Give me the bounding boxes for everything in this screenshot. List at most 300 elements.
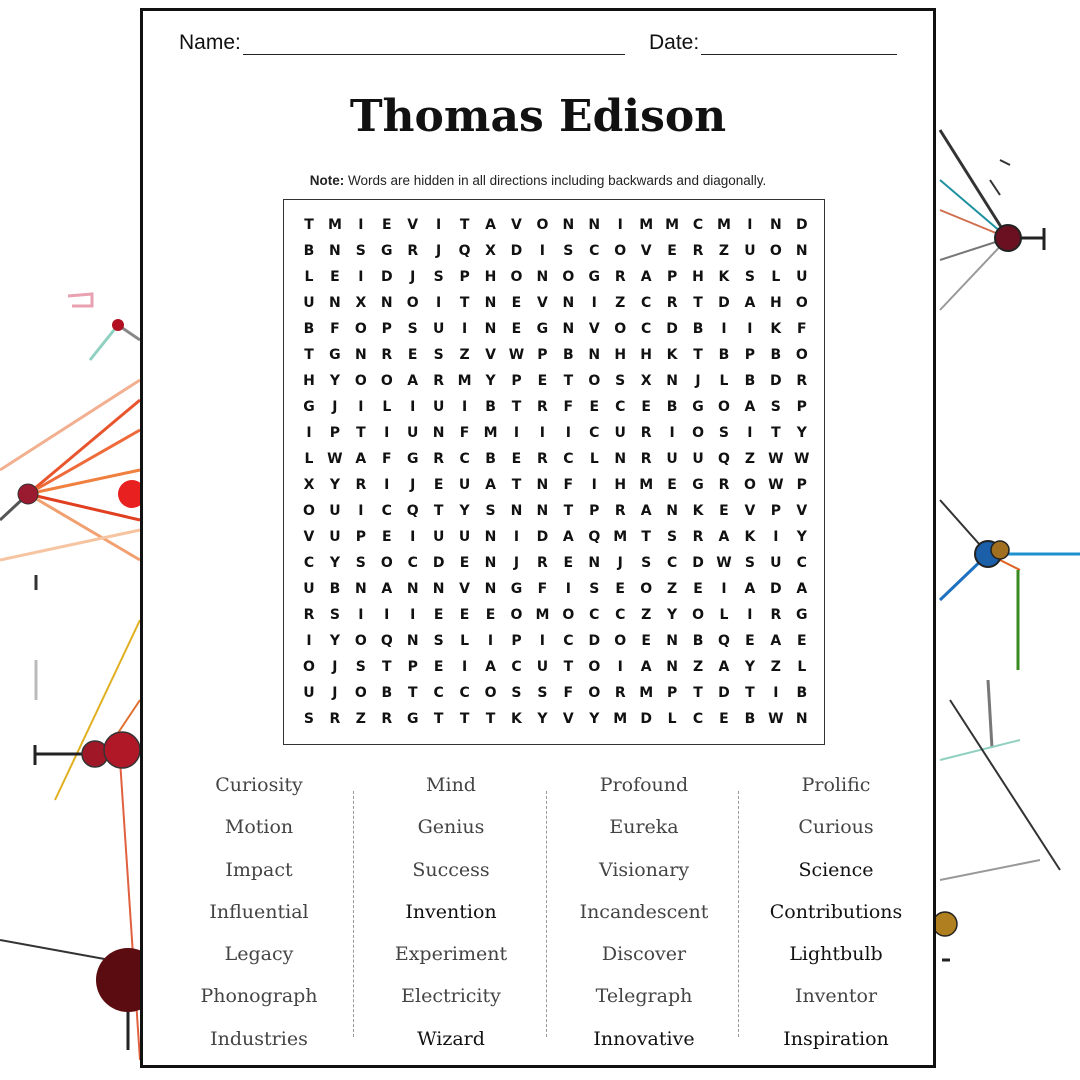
grid-letter: O [614,633,627,649]
grid-letter: D [666,321,678,337]
grid-letter: Y [329,555,340,571]
grid-letter: S [511,685,522,701]
grid-letter: O [769,243,782,259]
word-item: Impact [225,858,293,881]
name-field[interactable] [179,31,625,55]
grid-letter: A [381,581,393,597]
grid-letter: U [458,477,471,493]
grid-letter: V [459,581,471,597]
grid-letter: I [436,217,442,233]
grid-letter: I [461,321,468,337]
grid-letter: G [692,477,704,493]
grid-letter: T [693,347,703,363]
grid-letter: E [745,633,755,649]
word-item: Discover [601,943,687,966]
grid-letter: G [406,711,419,727]
grid-letter: T [771,425,781,441]
word-item: Incandescent [579,900,709,923]
grid-letter: I [591,477,597,493]
grid-letter: T [304,347,314,363]
grid-letter: P [537,347,548,363]
grid-letter: E [719,503,729,519]
date-field[interactable] [649,31,897,55]
grid-letter: C [459,685,470,701]
word-item: Profound [599,774,689,796]
grid-letter: E [433,607,444,623]
grid-letter: B [381,685,393,701]
grid-letter: V [303,529,315,545]
grid-letter: C [407,555,418,571]
word-item: Wizard [417,1027,485,1050]
grid-letter: X [485,243,496,259]
grid-letter: T [459,711,470,727]
grid-letter: L [304,269,314,285]
grid-letter: N [432,581,445,597]
grid-letter: R [614,269,626,285]
grid-letter: F [537,581,548,597]
word-item: Innovative [593,1027,695,1050]
grid-letter: G [303,399,315,415]
grid-letter: C [563,633,574,649]
grid-letter: E [511,451,522,467]
grid-letter: I [410,399,416,415]
grid-letter: W [794,451,810,467]
grid-letter: B [303,243,315,259]
grid-letter: C [589,607,600,623]
grid-letter: Z [692,659,704,675]
grid-letter: Z [718,243,730,259]
grid-letter: F [459,425,470,441]
grid-letter: E [641,399,651,415]
grid-letter: C [589,425,600,441]
grid-letter: R [381,711,393,727]
grid-letter: T [693,685,703,701]
page-title: Thomas Edison [349,91,727,142]
grid-letter: Z [641,607,652,623]
grid-letter: M [457,373,472,389]
grid-letter: T [433,711,444,727]
grid-letter: N [380,295,393,311]
grid-letter: E [641,633,651,649]
grid-letter: I [773,685,779,701]
grid-letter: I [306,633,312,649]
grid-letter: T [693,295,703,311]
name-line[interactable] [243,34,625,55]
grid-letter: M [535,607,550,623]
grid-letter: O [588,659,601,675]
grid-letter: T [304,217,314,233]
grid-letter: T [382,659,392,675]
grid-letter: G [510,581,523,597]
word-column [163,769,355,1065]
grid-letter: Y [744,659,755,675]
grid-letter: C [796,555,807,571]
grid-letter: S [355,659,366,675]
grid-letter: U [303,295,315,311]
grid-letter: R [433,373,445,389]
grid-letter: Y [329,477,340,493]
grid-letter: I [513,425,520,441]
grid-letter: Z [355,711,366,727]
grid-letter: P [355,529,366,545]
grid-letter: I [617,217,623,233]
grid-letter: O [795,347,808,363]
word-item: Contributions [769,900,903,923]
grid-letter: D [380,269,393,285]
grid-letter: J [513,555,520,571]
word-item: Inventor [794,985,878,1008]
grid-letter: R [355,477,367,493]
grid-letter: H [614,477,627,493]
word-item: Lightbulb [789,943,883,966]
grid-letter: N [536,503,549,519]
word-item: Motion [224,816,294,839]
grid-letter: Y [667,607,678,623]
grid-letter: T [356,425,366,441]
date-line[interactable] [701,34,897,55]
grid-letter: C [692,711,704,727]
word-item: Experiment [394,943,508,966]
grid-letter: Z [615,295,626,311]
grid-letter: E [693,581,703,597]
grid-letter: U [666,451,678,467]
grid-letter: Z [459,347,470,363]
grid-letter: S [563,243,574,259]
grid-letter: O [354,633,367,649]
grid-letter: R [407,243,419,259]
grid-letter: I [669,425,675,441]
note-text: Words are hidden in all directions including backwards and diagonally. [348,173,767,188]
grid-letter: T [563,373,574,389]
grid-letter: U [303,685,315,701]
grid-letter: U [770,555,782,571]
grid-letter: I [306,425,312,441]
grid-letter: I [358,399,364,415]
column-separator [546,791,547,1037]
grid-letter: E [433,659,444,675]
grid-letter: J [436,243,442,259]
grid-letter: R [614,685,626,701]
grid-letter: U [458,529,471,545]
word-item: Phonograph [200,985,318,1008]
grid-letter: L [771,269,781,285]
grid-letter: W [768,477,784,493]
grid-letter: C [666,555,678,571]
grid-letter: G [329,347,341,363]
grid-letter: P [796,477,807,493]
grid-letter: E [719,711,729,727]
word-item: Electricity [401,985,501,1008]
grid-letter: T [563,659,574,675]
grid-letter: I [747,321,753,337]
grid-letter: J [332,659,338,675]
grid-letter: O [640,581,653,597]
grid-letter: O [692,607,704,623]
grid-letter: N [484,555,497,571]
grid-letter: A [640,503,652,519]
grid-letter: D [795,217,808,233]
grid-letter: S [744,555,755,571]
grid-letter: R [537,451,548,467]
grid-letter: B [744,711,756,727]
grid-letter: U [329,529,341,545]
grid-letter: O [588,373,601,389]
grid-letter: B [718,347,730,363]
grid-letter: A [355,451,367,467]
grid-letter: B [744,373,756,389]
grid-letter: K [666,347,678,363]
grid-letter: K [718,269,730,285]
grid-letter: C [615,607,626,623]
grid-letter: B [303,321,315,337]
grid-letter: I [461,659,468,675]
grid-letter: N [536,269,549,285]
grid-letter: O [718,399,730,415]
grid-letter: I [384,477,390,493]
grid-letter: I [539,633,546,649]
grid-letter: P [407,659,418,675]
grid-letter: O [692,425,704,441]
grid-letter: N [614,451,627,467]
grid-letter: N [795,243,808,259]
grid-letter: V [588,321,600,337]
grid-letter: E [485,607,496,623]
grid-letter: Q [380,633,393,649]
grid-letter: R [433,451,445,467]
grid-letter: U [329,503,341,519]
letter-grid-box [283,199,825,745]
letter-grid [296,212,815,732]
grid-letter: L [382,399,392,415]
grid-letter: J [410,477,416,493]
grid-letter: I [410,529,416,545]
grid-letter: I [565,425,571,441]
grid-letter: N [484,295,497,311]
grid-letter: S [433,633,444,649]
grid-letter: S [303,711,315,727]
word-bank [163,769,923,1059]
grid-letter: R [796,373,808,389]
grid-letter: I [747,425,753,441]
grid-letter: A [744,295,756,311]
grid-letter: A [485,477,496,493]
grid-letter: N [484,581,497,597]
word-item: Mind [426,774,476,796]
word-item: Eureka [609,816,679,839]
grid-letter: F [563,477,574,493]
grid-letter: J [617,555,623,571]
grid-letter: I [358,607,364,623]
grid-letter: W [508,347,525,363]
grid-letter: F [563,399,574,415]
grid-letter: O [354,321,367,337]
grid-letter: E [381,529,392,545]
grid-letter: N [666,373,678,389]
grid-letter: S [589,581,600,597]
grid-letter: B [692,633,704,649]
grid-letter: N [354,347,367,363]
grid-letter: V [536,295,548,311]
grid-letter: S [641,555,652,571]
grid-letter: P [381,321,392,337]
grid-letter: B [329,581,341,597]
grid-letter: T [459,217,470,233]
word-item: Inspiration [783,1027,889,1050]
grid-letter: N [406,581,419,597]
grid-letter: A [796,581,808,597]
grid-letter: S [329,607,340,623]
grid-letter: W [768,451,784,467]
grid-letter: I [539,425,546,441]
grid-letter: P [796,399,807,415]
grid-letter: N [406,633,419,649]
grid-letter: M [717,217,731,233]
grid-letter: N [666,633,678,649]
grid-letter: O [406,295,419,311]
grid-letter: A [640,659,652,675]
grid-letter: B [796,685,808,701]
word-item: Legacy [224,943,294,966]
grid-letter: S [718,425,730,441]
grid-letter: C [563,451,574,467]
grid-letter: I [565,581,571,597]
grid-letter: X [640,373,652,389]
grid-letter: G [536,321,549,337]
grid-letter: O [380,373,393,389]
grid-letter: D [692,555,704,571]
grid-letter: A [485,217,496,233]
grid-letter: M [613,711,628,727]
grid-letter: R [303,607,315,623]
grid-letter: D [510,243,523,259]
grid-letter: E [615,581,625,597]
grid-letter: O [510,269,523,285]
grid-letter: U [432,399,445,415]
grid-letter: U [407,425,419,441]
grid-letter: V [511,217,522,233]
grid-letter: A [718,529,730,545]
grid-letter: R [329,711,341,727]
grid-letter: T [745,685,755,701]
grid-letter: D [536,529,549,545]
grid-letter: O [510,607,523,623]
grid-letter: W [716,555,732,571]
grid-letter: W [327,451,343,467]
grid-letter: H [484,269,497,285]
grid-letter: I [358,269,364,285]
grid-letter: Y [459,503,470,519]
grid-letter: Q [718,633,730,649]
grid-letter: J [332,685,338,701]
grid-letter: R [770,607,782,623]
name-label: Name: [179,31,241,54]
grid-letter: N [536,477,549,493]
grid-letter: I [721,321,727,337]
grid-letter: T [407,685,418,701]
grid-letter: B [563,347,574,363]
grid-letter: O [303,503,315,519]
grid-letter: P [459,269,470,285]
grid-letter: R [537,399,548,415]
word-item: Industries [210,1027,308,1050]
grid-letter: R [640,451,652,467]
grid-letter: F [381,451,392,467]
grid-letter: I [747,607,753,623]
grid-letter: Y [796,529,807,545]
grid-letter: E [330,269,340,285]
grid-letter: X [355,295,367,311]
grid-letter: U [536,659,549,675]
grid-letter: T [511,399,522,415]
grid-letter: B [485,399,496,415]
grid-letter: V [744,503,756,519]
grid-letter: U [744,243,756,259]
word-item: Genius [417,816,485,839]
grid-letter: N [432,425,445,441]
grid-letter: J [410,269,416,285]
grid-letter: Q [458,243,471,259]
grid-letter: O [354,373,367,389]
grid-letter: Y [796,425,807,441]
grid-letter: E [407,347,418,363]
grid-letter: C [589,243,600,259]
grid-letter: S [667,529,678,545]
grid-letter: I [617,659,623,675]
grid-letter: C [459,451,470,467]
grid-letter: G [692,399,704,415]
grid-letter: U [614,425,626,441]
grid-letter: S [407,321,418,337]
grid-letter: L [719,373,729,389]
grid-letter: P [770,503,781,519]
grid-letter: A [562,529,574,545]
word-item: Visionary [598,858,690,881]
column-separator [353,791,354,1037]
grid-letter: I [436,295,442,311]
grid-letter: M [639,477,654,493]
grid-letter: R [666,295,678,311]
grid-letter: P [589,503,600,519]
grid-letter: H [640,347,653,363]
grid-letter: I [410,607,416,623]
grid-letter: E [563,555,574,571]
grid-letter: N [329,295,341,311]
grid-letter: D [718,295,730,311]
grid-letter: P [666,269,678,285]
grid-letter: C [303,555,315,571]
word-item: Influential [209,900,309,923]
grid-letter: I [384,425,390,441]
grid-letter: R [381,347,393,363]
grid-letter: U [303,581,315,597]
grid-letter: O [743,477,756,493]
grid-letter: M [327,217,342,233]
grid-letter: N [562,217,575,233]
grid-letter: E [537,373,548,389]
grid-letter: P [329,425,341,441]
grid-letter: F [330,321,340,337]
grid-letter: N [562,321,575,337]
grid-letter: L [719,607,729,623]
grid-letter: V [407,217,419,233]
grid-letter: M [639,217,654,233]
word-item: Curious [798,816,874,839]
grid-letter: C [381,503,392,519]
grid-letter: A [407,373,419,389]
grid-letter: J [695,373,701,389]
grid-letter: Q [718,451,730,467]
grid-letter: T [563,503,574,519]
